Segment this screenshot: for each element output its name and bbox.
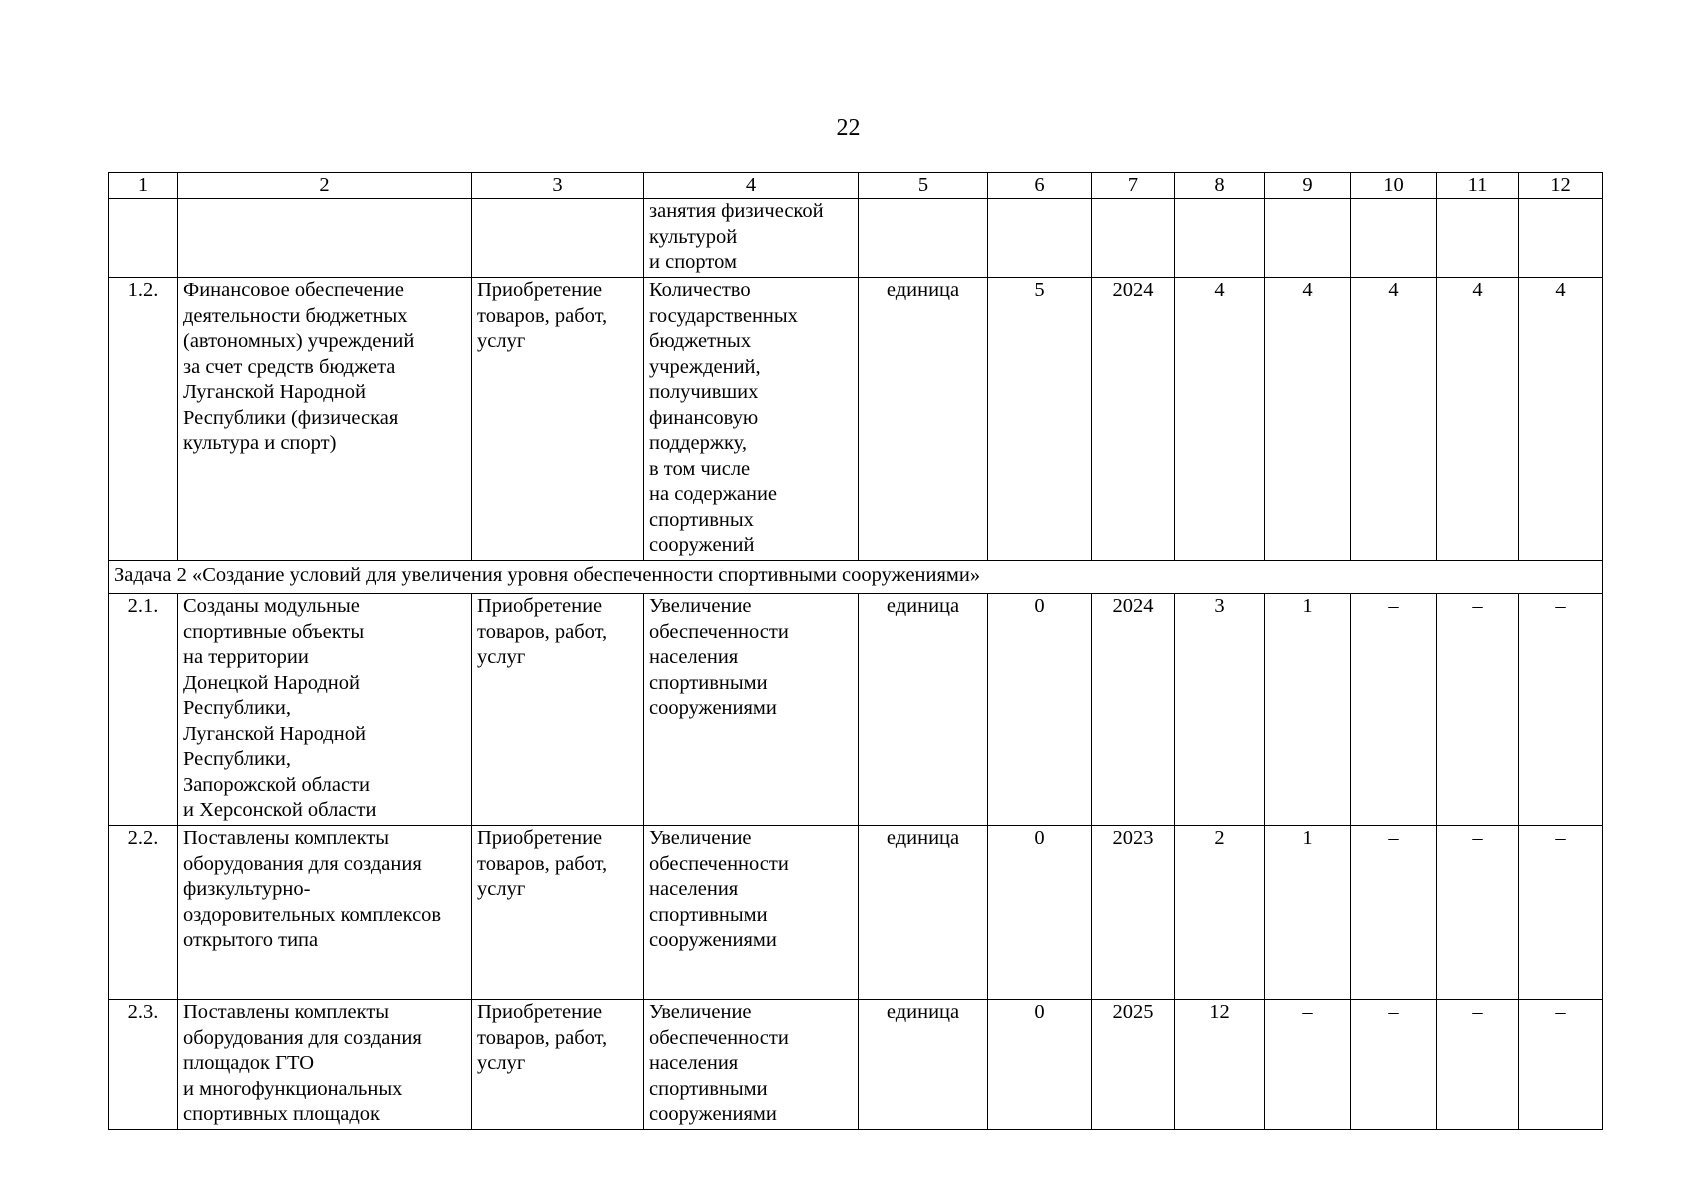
text-line: Финансовое обеспечение (183, 279, 404, 301)
text-line: товаров, работ, (477, 852, 608, 875)
value-cell: 3 (1175, 594, 1265, 826)
text-line: государственных (649, 304, 798, 327)
text-line: и многофункциональных (183, 1077, 403, 1100)
text-line: поддержку, (649, 432, 747, 454)
text-line: Увеличение (649, 827, 752, 849)
cell-empty (1265, 199, 1351, 278)
base-value-cell: 5 (988, 278, 1092, 561)
text-line: спортивными (649, 903, 768, 926)
text-line: услуг (477, 330, 526, 352)
cell-empty (1351, 199, 1437, 278)
indicator-cell (644, 278, 859, 561)
text-line: сооружениями (649, 1103, 777, 1125)
text-line: бюджетных (649, 330, 752, 352)
text-line: площадок ГТО (183, 1052, 315, 1074)
event-name-cell (178, 594, 472, 826)
cell-empty (859, 199, 988, 278)
text-line: Увеличение (649, 1001, 752, 1023)
event-name-cell (178, 1000, 472, 1130)
event-name-cell (178, 826, 472, 1000)
text-line: на содержание (649, 483, 778, 505)
text-line: Приобретение (477, 279, 603, 301)
text-line: оборудования для создания (183, 852, 422, 875)
cell-empty (1437, 199, 1519, 278)
column-number: 9 (1265, 173, 1351, 199)
text-line: Приобретение (477, 827, 603, 849)
value-cell: 4 (1519, 278, 1603, 561)
cell-empty (472, 199, 644, 278)
text-line: Приобретение (477, 1001, 603, 1023)
text-line: Республики, (183, 748, 291, 770)
text-line: населения (649, 1052, 739, 1074)
text-line: товаров, работ, (477, 1026, 608, 1049)
column-number: 7 (1092, 173, 1175, 199)
value-cell: 4 (1265, 278, 1351, 561)
value-cell: – (1437, 826, 1519, 1000)
text-line: открытого типа (183, 929, 319, 951)
text-line: за счет средств бюджета (183, 355, 396, 378)
task-heading-row (109, 561, 1603, 594)
column-number: 8 (1175, 173, 1265, 199)
indicator-cell (644, 199, 859, 278)
row-number: 2.3. (109, 1000, 178, 1130)
text-line: сооружениями (649, 929, 777, 951)
table-row (109, 1000, 1603, 1130)
column-number-row (109, 173, 1603, 199)
text-line: Поставлены комплекты (183, 827, 390, 849)
value-cell: – (1437, 594, 1519, 826)
text-line: Донецкой Народной (183, 671, 360, 694)
event-type-cell (472, 1000, 644, 1130)
year-cell: 2024 (1092, 594, 1175, 826)
year-cell: 2023 (1092, 826, 1175, 1000)
page-number: 22 (836, 115, 861, 141)
text-line: и Херсонской области (183, 799, 377, 821)
text-line: Республики (физическая (183, 406, 399, 429)
value-cell: – (1351, 594, 1437, 826)
text-line: сооружениями (649, 697, 777, 719)
event-type-cell (472, 826, 644, 1000)
base-value-cell: 0 (988, 594, 1092, 826)
unit-cell: единица (859, 826, 988, 1000)
base-value-cell: 0 (988, 1000, 1092, 1130)
text-line: Луганской Народной (183, 381, 366, 403)
value-cell: – (1519, 826, 1603, 1000)
row-number: 2.2. (109, 826, 178, 1000)
text-line: Запорожской области (183, 773, 370, 796)
text-line: обеспеченности (649, 620, 789, 643)
year-cell: 2024 (1092, 278, 1175, 561)
value-cell: – (1265, 1000, 1351, 1130)
text-line: в том числе (649, 457, 751, 480)
text-line: культурой (649, 225, 738, 248)
value-cell: 2 (1175, 826, 1265, 1000)
indicator-cell (644, 594, 859, 826)
cell-empty (988, 199, 1092, 278)
indicator-cell (644, 1000, 859, 1130)
year-cell: 2025 (1092, 1000, 1175, 1130)
text-line: спортивными (649, 1077, 768, 1100)
text-line: Луганской Народной (183, 722, 366, 745)
text-line: занятия физической (649, 200, 824, 222)
value-cell: – (1437, 1000, 1519, 1130)
table-row (109, 826, 1603, 1000)
cell-empty (109, 199, 178, 278)
text-line: населения (649, 646, 739, 668)
column-number: 1 (109, 173, 178, 199)
value-cell: – (1351, 826, 1437, 1000)
indicator-cell (644, 826, 859, 1000)
event-type-cell (472, 278, 644, 561)
column-number: 4 (644, 173, 859, 199)
text-line: Созданы модульные (183, 595, 360, 617)
cell-empty (1519, 199, 1603, 278)
column-number: 10 (1351, 173, 1437, 199)
text-line: товаров, работ, (477, 304, 608, 327)
row-number: 1.2. (109, 278, 178, 561)
text-line: Республики, (183, 697, 291, 719)
text-line: услуг (477, 646, 526, 668)
text-line: населения (649, 878, 739, 900)
column-number: 5 (859, 173, 988, 199)
unit-cell: единица (859, 1000, 988, 1130)
continuation-row (109, 199, 1603, 278)
value-cell: 1 (1265, 826, 1351, 1000)
unit-cell: единица (859, 594, 988, 826)
row-number: 2.1. (109, 594, 178, 826)
text-line: спортивными (649, 671, 768, 694)
text-line: и спортом (649, 251, 737, 273)
text-line: сооружений (649, 534, 755, 556)
text-line: обеспеченности (649, 852, 789, 875)
text-line: культура и спорт) (183, 432, 337, 454)
cell-empty (1175, 199, 1265, 278)
text-line: деятельности бюджетных (183, 304, 408, 327)
column-number: 11 (1437, 173, 1519, 199)
text-line: товаров, работ, (477, 620, 608, 643)
unit-cell: единица (859, 278, 988, 561)
text-line: Увеличение (649, 595, 752, 617)
value-cell: – (1519, 594, 1603, 826)
text-line: спортивные объекты (183, 620, 365, 643)
text-line: оздоровительных комплексов (183, 903, 442, 926)
value-cell: 12 (1175, 1000, 1265, 1130)
text-line: Количество (649, 279, 751, 301)
text-line: спортивных площадок (183, 1103, 381, 1125)
column-number: 6 (988, 173, 1092, 199)
value-cell: – (1519, 1000, 1603, 1130)
table-row (109, 594, 1603, 826)
text-line: (автономных) учреждений (183, 330, 415, 352)
cell-empty (178, 199, 472, 278)
value-cell: 4 (1437, 278, 1519, 561)
task-2-title: Задача 2 «Создание условий для увеличения уровня обеспеченности спортивными сооружениями» (109, 561, 1603, 594)
column-number: 12 (1519, 173, 1603, 199)
value-cell: 4 (1175, 278, 1265, 561)
targets-table (108, 172, 1603, 1130)
text-line: финансовую (649, 406, 759, 429)
text-line: получивших (649, 381, 759, 403)
base-value-cell: 0 (988, 826, 1092, 1000)
event-type-cell (472, 594, 644, 826)
value-cell: 4 (1351, 278, 1437, 561)
event-name-cell (178, 278, 472, 561)
text-line: оборудования для создания (183, 1026, 422, 1049)
text-line: услуг (477, 1052, 526, 1074)
value-cell: – (1351, 1000, 1437, 1130)
cell-empty (1092, 199, 1175, 278)
text-line: на территории (183, 646, 309, 668)
text-line: обеспеченности (649, 1026, 789, 1049)
table-row (109, 278, 1603, 561)
text-line: физкультурно- (183, 878, 311, 900)
text-line: учреждений, (649, 355, 761, 378)
column-number: 3 (472, 173, 644, 199)
text-line: Поставлены комплекты (183, 1001, 390, 1023)
column-number: 2 (178, 173, 472, 199)
text-line: спортивных (649, 508, 754, 531)
text-line: услуг (477, 878, 526, 900)
text-line: Приобретение (477, 595, 603, 617)
value-cell: 1 (1265, 594, 1351, 826)
